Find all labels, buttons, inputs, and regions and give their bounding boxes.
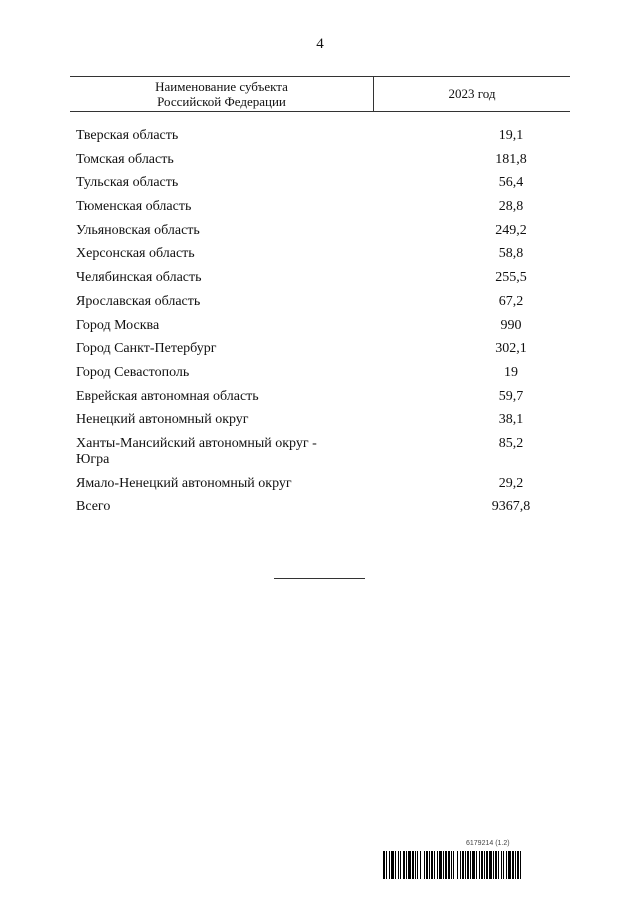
document-code: 6179214 (1.2)	[466, 840, 510, 847]
region-name: Тульская область	[76, 175, 179, 191]
region-value: 67,2	[498, 293, 524, 309]
region-name: Херсонская область	[76, 246, 195, 262]
region-value: 19,1	[498, 128, 524, 143]
region-name: Город Санкт-Петербург	[76, 341, 217, 357]
region-value: 990	[500, 317, 522, 333]
region-name: Тверская область	[76, 128, 179, 143]
region-name: Ненецкий автономный округ	[76, 412, 249, 428]
table-row	[76, 389, 570, 405]
table-row	[76, 270, 570, 286]
header-subject-name-line2: Российской Федерации	[157, 94, 286, 109]
table-row	[76, 476, 570, 492]
region-value: 28,8	[498, 199, 524, 215]
header-subject-name-line1: Наименование субъекта	[155, 79, 288, 94]
region-name: Город Москва	[76, 317, 160, 333]
table-row	[76, 152, 570, 168]
header-year: 2023 год	[448, 86, 496, 101]
table-row	[76, 175, 570, 191]
region-value: 85,2	[498, 435, 524, 451]
page-number: 4	[316, 36, 324, 52]
region-value: 181,8	[495, 151, 527, 167]
table-row	[76, 412, 570, 428]
region-name: Всего	[76, 499, 111, 515]
table-row	[76, 223, 570, 239]
region-name: Томская область	[76, 151, 174, 167]
region-name: Ульяновская область	[76, 222, 200, 238]
table-body	[76, 128, 570, 523]
table-row	[76, 246, 570, 262]
barcode	[383, 851, 588, 879]
region-name: Тюменская область	[76, 199, 192, 215]
region-value: 255,5	[495, 270, 527, 286]
region-name: Ярославская область	[76, 293, 201, 309]
table-row	[76, 341, 570, 357]
region-name: Город Севастополь	[76, 364, 190, 380]
region-name: Ханты-Мансийский автономный округ - Югра	[76, 435, 317, 467]
region-name: Ямало-Ненецкий автономный округ	[76, 475, 292, 491]
header-subject-name	[70, 77, 374, 111]
table-row	[76, 318, 570, 334]
table-header	[70, 76, 570, 112]
table-row	[76, 199, 570, 215]
table-row	[76, 128, 570, 144]
region-value: 19	[504, 364, 518, 380]
region-value: 249,2	[495, 222, 527, 238]
table-row	[76, 294, 570, 310]
region-name: Челябинская область	[76, 270, 202, 286]
region-name: Еврейская автономная область	[76, 388, 259, 404]
region-value: 302,1	[495, 341, 527, 357]
table-row	[76, 365, 570, 381]
barcode-bar	[521, 851, 523, 879]
region-value: 29,2	[498, 475, 524, 491]
table-row	[76, 436, 570, 468]
region-value: 9367,8	[491, 499, 531, 515]
end-divider-line	[274, 578, 365, 579]
region-value: 59,7	[498, 388, 524, 404]
table-row	[76, 499, 570, 515]
region-value: 38,1	[498, 412, 524, 428]
region-value: 56,4	[498, 175, 524, 191]
region-value: 58,8	[498, 246, 524, 262]
